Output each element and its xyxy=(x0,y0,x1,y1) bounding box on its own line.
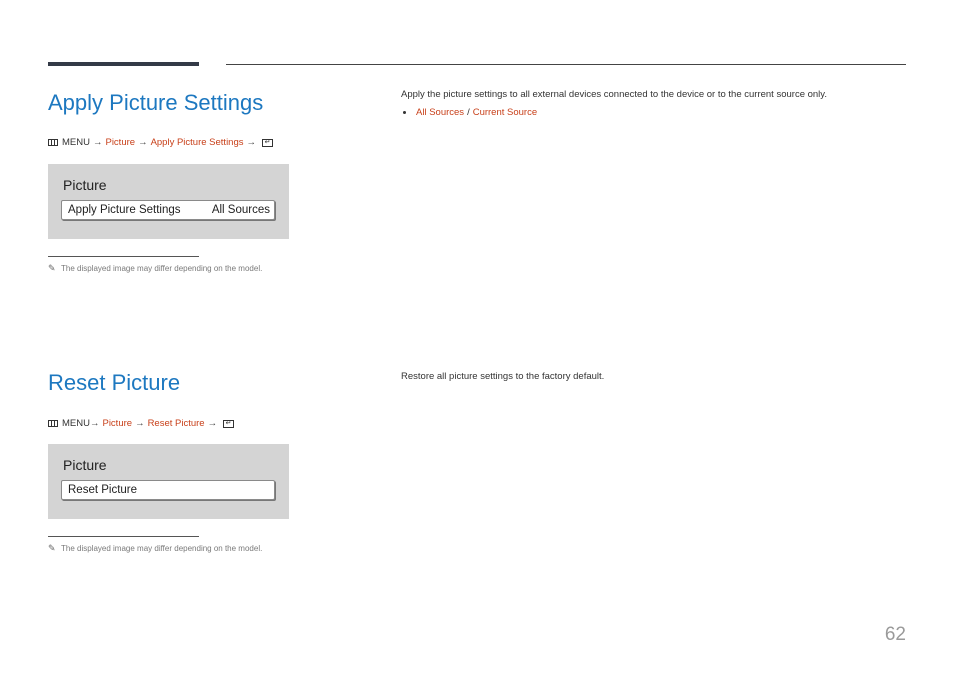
options-list-apply-picture-settings xyxy=(401,107,537,118)
enter-icon: ↵ xyxy=(262,139,273,147)
osd-row-label: Reset Picture xyxy=(68,484,138,496)
enter-icon: ↵ xyxy=(223,420,234,428)
menu-icon xyxy=(48,139,58,146)
section-title-apply-picture-settings: Apply Picture Settings xyxy=(48,90,264,115)
option-all-sources[interactable]: All Sources xyxy=(416,107,465,118)
osd-title: Picture xyxy=(63,177,107,193)
description-apply-picture-settings: Apply the picture settings to all external devices connected to the device or to the current source only. xyxy=(401,89,827,100)
osd-row-label: Apply Picture Settings xyxy=(68,204,181,216)
description-reset-picture: Restore all picture settings to the factory default. xyxy=(401,371,605,382)
menu-label: MENU xyxy=(62,418,90,429)
menu-label: MENU xyxy=(62,137,90,148)
osd-row-value: All Sources xyxy=(211,204,270,216)
page-number: 62 xyxy=(884,624,906,645)
header-rule-thin xyxy=(226,64,906,65)
note-rule xyxy=(48,536,199,537)
bullet-dot xyxy=(403,111,406,114)
menu-path-apply-picture-settings xyxy=(48,137,273,148)
arrow: → xyxy=(89,418,100,429)
note-apply-picture-settings xyxy=(48,263,262,274)
osd-row-apply-picture-settings[interactable] xyxy=(61,200,275,220)
arrow: → xyxy=(207,418,218,429)
osd-title: Picture xyxy=(63,457,107,473)
arrow: → xyxy=(135,418,145,429)
pencil-icon: ✎ xyxy=(48,543,56,553)
note-text: The displayed image may differ depending on the model. xyxy=(61,544,263,553)
option-current-source[interactable]: Current Source xyxy=(472,107,538,118)
arrow: → xyxy=(92,137,103,148)
menu-step-picture[interactable]: Picture xyxy=(102,418,133,429)
note-reset-picture xyxy=(48,543,262,554)
pencil-icon: ✎ xyxy=(48,263,56,273)
menu-icon xyxy=(48,420,58,427)
option-separator: / xyxy=(467,107,470,118)
menu-path-reset-picture xyxy=(48,418,234,429)
menu-step-apply-picture-settings[interactable]: Apply Picture Settings xyxy=(150,137,244,148)
note-rule xyxy=(48,256,199,257)
arrow: → xyxy=(246,137,256,148)
section-title-reset-picture: Reset Picture xyxy=(48,370,181,395)
osd-panel-apply-picture-settings xyxy=(48,164,289,239)
menu-step-picture[interactable]: Picture xyxy=(105,137,136,148)
osd-row-reset-picture[interactable] xyxy=(61,480,275,500)
note-text: The displayed image may differ depending on the model. xyxy=(61,264,263,273)
arrow: → xyxy=(138,137,148,148)
menu-step-reset-picture[interactable]: Reset Picture xyxy=(147,418,205,429)
osd-panel-reset-picture xyxy=(48,444,289,519)
header-rule-thick xyxy=(48,62,199,66)
